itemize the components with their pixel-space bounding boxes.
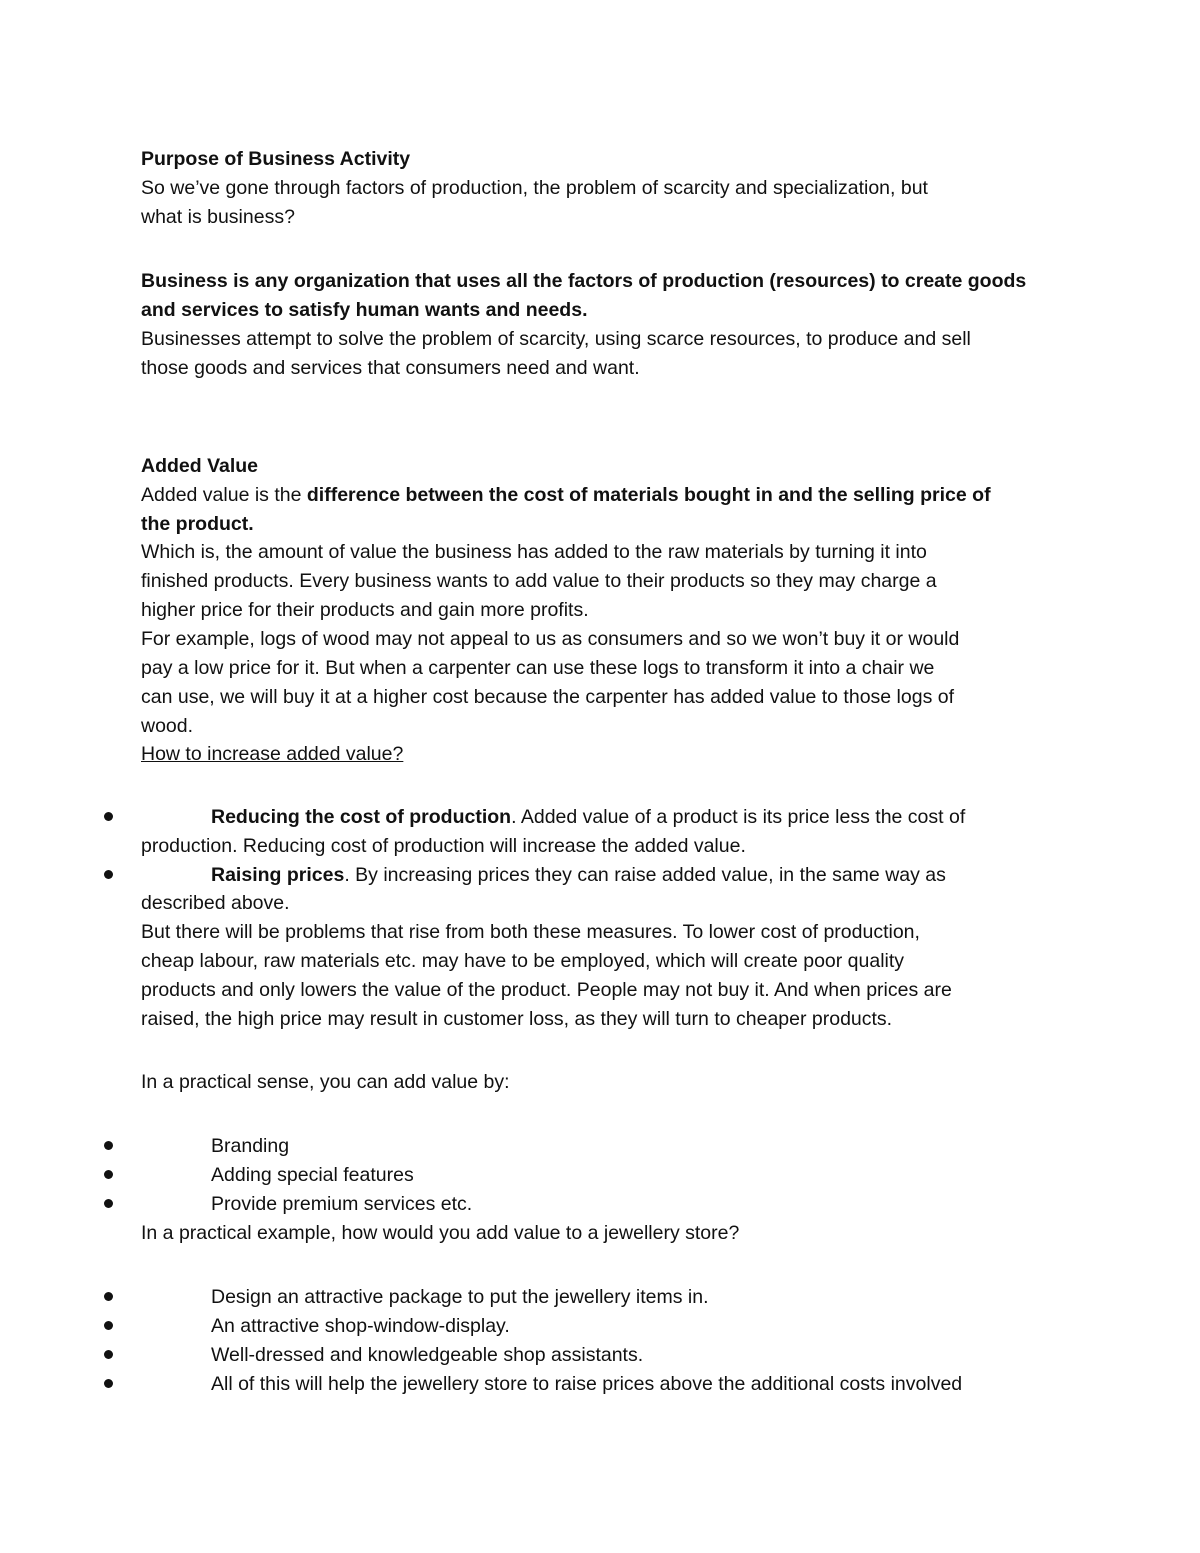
bullet-continuation: production. Reducing cost of production will increase the added value. [141,835,746,857]
problems-line: raised, the high price may result in customer loss, as they will turn to cheaper products. [141,1008,893,1030]
paragraph-line: higher price for their products and gain more profits. [141,599,589,621]
example-item: An attractive shop-window-display. [211,1315,510,1337]
bullet-text: . By increasing prices they can raise added value, in the same way as [344,864,946,886]
definition-line: and services to satisfy human wants and needs. [141,299,588,321]
paragraph-line: finished products. Every business wants to add value to their products so they may charge a [141,570,937,592]
bullet-item [211,861,946,890]
example-item: Well-dressed and knowledgeable shop assistants. [211,1344,644,1366]
definition-line: Business is any organization that uses all the factors of production (resources) to create goods [141,270,1027,292]
bullet-icon [104,812,113,821]
bullet-icon [104,1292,113,1301]
bullet-text: . Added value of a product is its price less the cost of [511,806,966,828]
practical-item: Branding [211,1135,290,1157]
bullet-icon [104,870,113,879]
practical-intro: In a practical sense, you can add value by: [141,1071,510,1093]
explanation-line: those goods and services that consumers need and want. [141,357,640,379]
bullet-bold: Raising prices [211,864,345,886]
practical-item: Adding special features [211,1164,414,1186]
bullet-icon [104,1321,113,1330]
bullet-continuation: described above. [141,892,290,914]
bullet-icon [104,1379,113,1388]
subheading-increase-value: How to increase added value? [141,743,404,765]
problems-line: products and only lowers the value of the product. People may not buy it. And when prices are [141,979,952,1001]
example-question: In a practical example, how would you add value to a jewellery store? [141,1222,740,1244]
practical-item: Provide premium services etc. [211,1193,473,1215]
added-value-definition [141,481,991,510]
problems-line: But there will be problems that rise from both these measures. To lower cost of production, [141,921,920,943]
definition-bold-cont: the product. [141,513,254,535]
example-item: All of this will help the jewellery store to raise prices above the additional costs involved [211,1373,963,1395]
explanation-line: Businesses attempt to solve the problem of scarcity, using scarce resources, to produce and sell [141,328,971,350]
paragraph-line: Which is, the amount of value the business has added to the raw materials by turning it into [141,541,927,563]
definition-prefix: Added value is the [141,484,307,506]
bullet-icon [104,1170,113,1179]
example-paragraph-line: can use, we will buy it at a higher cost because the carpenter has added value to those logs of [141,686,955,708]
bullet-icon [104,1199,113,1208]
example-paragraph-line: pay a low price for it. But when a carpenter can use these logs to transform it into a chair we [141,657,935,679]
heading-added-value: Added Value [141,455,259,477]
intro-line: So we’ve gone through factors of production, the problem of scarcity and specialization, but [141,177,928,199]
intro-line: what is business? [141,206,295,228]
bullet-icon [104,1141,113,1150]
problems-line: cheap labour, raw materials etc. may have to be employed, which will create poor quality [141,950,905,972]
definition-bold: difference between the cost of materials bought in and the selling price of [306,484,991,506]
heading-purpose: Purpose of Business Activity [141,148,411,170]
bullet-item [211,803,965,832]
example-item: Design an attractive package to put the jewellery items in. [211,1286,709,1308]
bullet-icon [104,1350,113,1359]
bullet-bold: Reducing the cost of production [211,806,512,828]
example-paragraph-line: For example, logs of wood may not appeal to us as consumers and so we won’t buy it or would [141,628,960,650]
example-paragraph-line: wood. [141,715,194,737]
